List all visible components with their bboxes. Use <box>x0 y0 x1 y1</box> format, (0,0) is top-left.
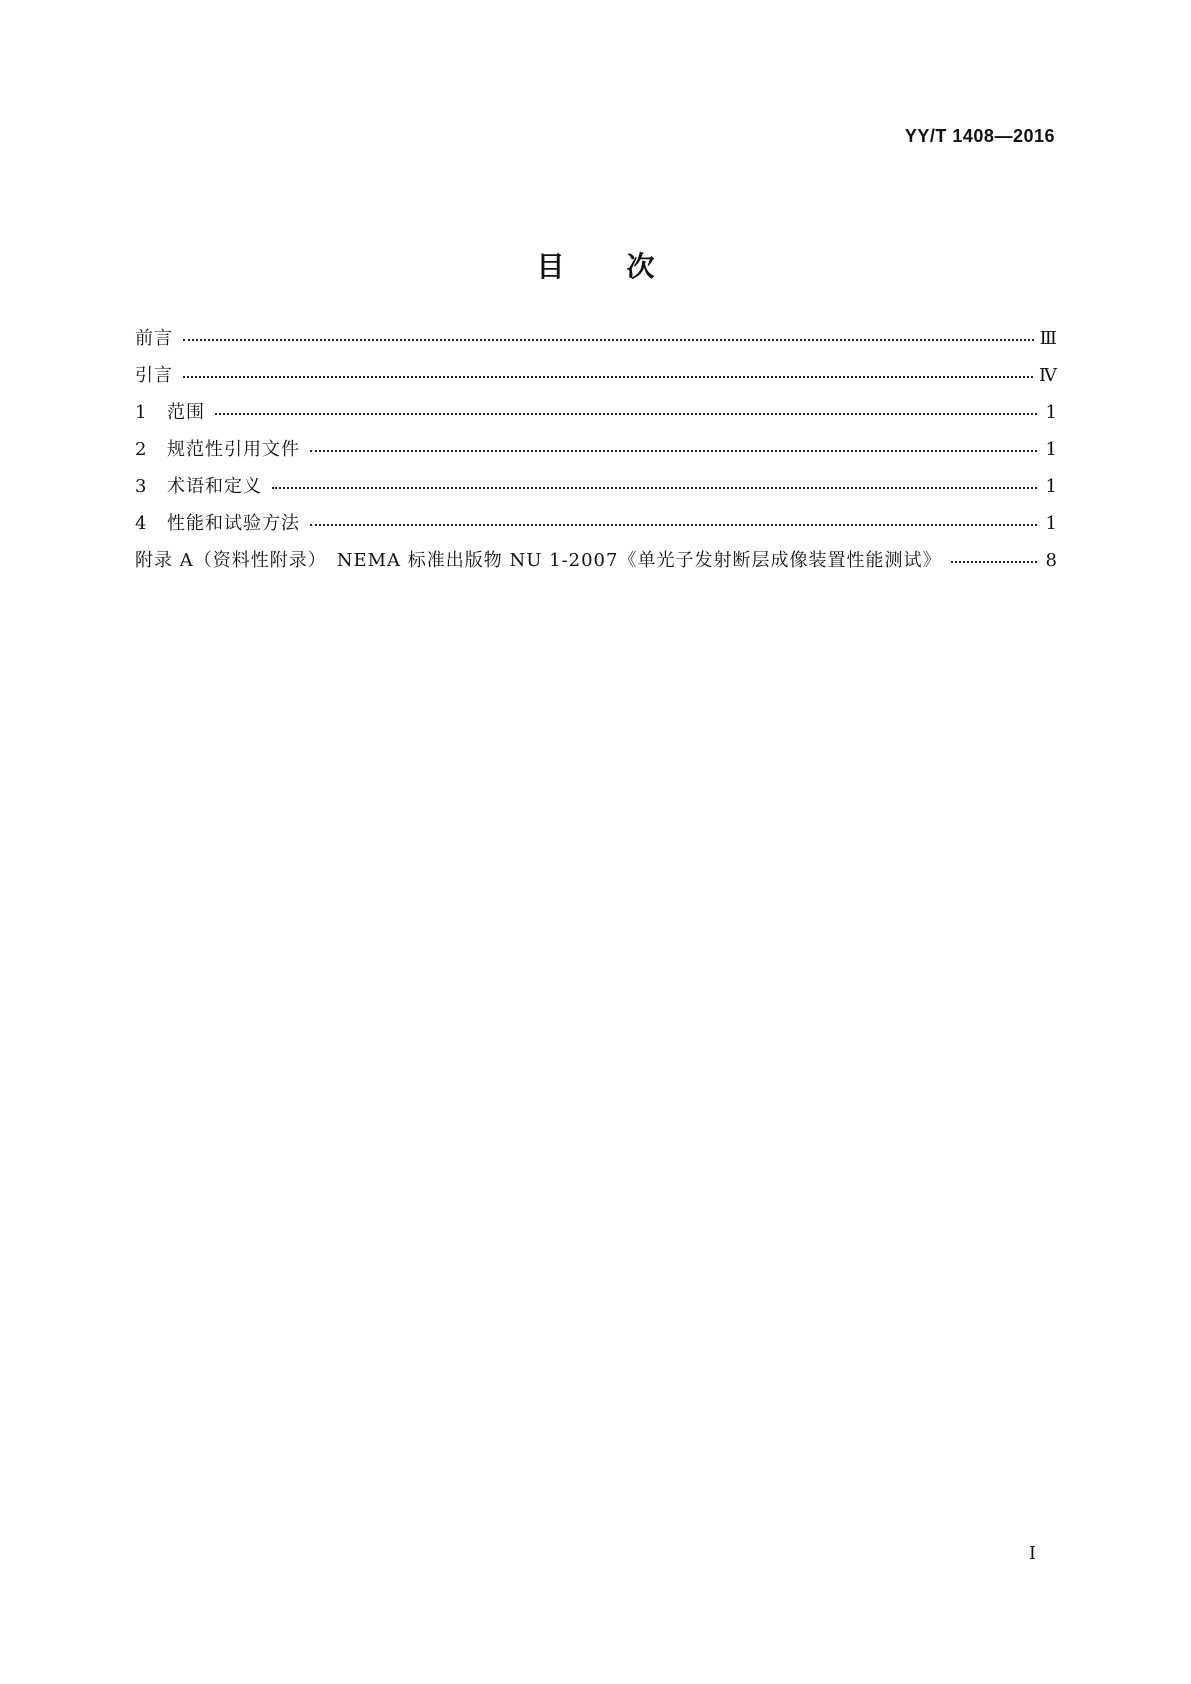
toc-entry-terms-definitions[interactable] <box>135 472 1057 509</box>
toc-entry-performance-test-methods[interactable] <box>135 509 1057 546</box>
toc-entry-label: 规范性引用文件 <box>167 439 300 460</box>
toc-leader-dots <box>215 400 1037 418</box>
toc-entry-page: Ⅲ <box>1039 328 1057 349</box>
toc-entry-normative-references[interactable] <box>135 435 1057 472</box>
toc-entry-number: 2 <box>135 439 147 460</box>
toc-leader-dots <box>272 474 1037 492</box>
toc-leader-dots <box>310 437 1037 455</box>
toc-leader-dots <box>183 363 1033 381</box>
toc-entry-number: 1 <box>135 402 147 423</box>
toc-entry-label: 性能和试验方法 <box>167 513 300 534</box>
toc-title: 目次 <box>536 249 717 283</box>
toc-entry-page: 1 <box>1045 513 1057 534</box>
toc-entry-scope[interactable] <box>135 398 1057 435</box>
toc-entry-label: 术语和定义 <box>167 476 262 497</box>
toc-entry-page: 1 <box>1045 439 1057 460</box>
toc-entry-label: 引言 <box>135 365 173 386</box>
toc-entry-annex-a[interactable] <box>135 546 1057 583</box>
toc-entry-page: Ⅳ <box>1039 365 1057 386</box>
toc-entry-number: 4 <box>135 513 147 534</box>
page-number: Ⅰ <box>1028 1543 1036 1564</box>
toc-entry-label: 范围 <box>167 402 205 423</box>
toc-entry-page: 1 <box>1045 402 1057 423</box>
table-of-contents <box>135 324 1057 583</box>
toc-entry-introduction[interactable] <box>135 361 1057 398</box>
toc-entry-page: 8 <box>1045 550 1057 571</box>
toc-leader-dots <box>183 326 1034 344</box>
toc-entry-label: 附录 A（资料性附录） NEMA 标准出版物 NU 1-2007《单光子发射断层成像装置性能测试》 <box>135 550 942 571</box>
toc-entry-number: 3 <box>135 476 147 497</box>
standard-code: YY/T 1408—2016 <box>904 126 1055 146</box>
toc-leader-dots <box>951 548 1037 566</box>
toc-entry-page: 1 <box>1045 476 1057 497</box>
toc-leader-dots <box>310 511 1037 529</box>
toc-entry-label: 前言 <box>135 328 173 349</box>
toc-entry-foreword[interactable] <box>135 324 1057 361</box>
